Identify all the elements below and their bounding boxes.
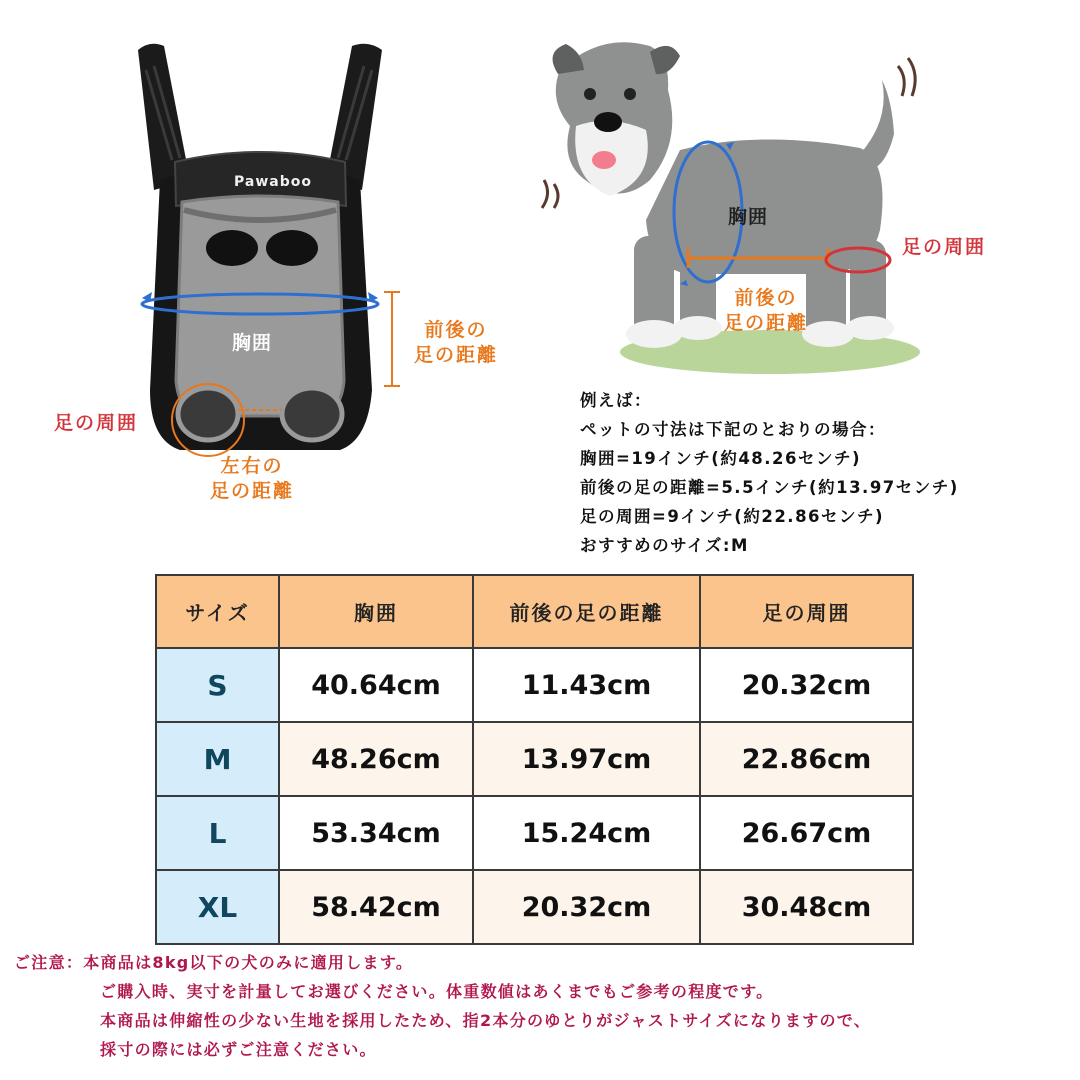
brand-logo: Pawaboo <box>234 174 312 190</box>
pet-carrier-illustration <box>54 30 520 520</box>
table-row <box>156 648 913 722</box>
chest-cell: 58.42cm <box>279 870 473 944</box>
carrier-chest-label: 胸囲 <box>232 332 273 354</box>
chest-cell: 40.64cm <box>279 648 473 722</box>
example-line: 前後の足の距離=5.5インチ(約13.97センチ) <box>580 478 959 497</box>
note-line: ご購入時、実寸を計量してお選びください。体重数値はあくまでもご参考の程度です。 <box>100 982 774 1001</box>
dog-illustration <box>530 30 1050 390</box>
carrier-front-back-label: 前後の 足の距離 <box>413 319 498 366</box>
dog-chest-label: 胸囲 <box>728 206 769 228</box>
table-header-row <box>156 575 913 648</box>
front-back-cell: 15.24cm <box>473 796 700 870</box>
header-size: サイズ <box>156 575 279 648</box>
note-line: 本商品は伸縮性の少ない生地を採用したため、指2本分のゆとりがジャストサイズになりますので、 <box>100 1011 872 1030</box>
pet-carrier-image <box>120 30 520 520</box>
size-cell: S <box>156 648 279 722</box>
table-row <box>156 870 913 944</box>
leg-circumference-cell: 30.48cm <box>700 870 913 944</box>
front-back-cell: 13.97cm <box>473 722 700 796</box>
caution-notes <box>14 948 1074 1064</box>
note-line: 採寸の際には必ずご注意ください。 <box>100 1040 377 1059</box>
sizing-example <box>580 386 1060 560</box>
header-chest: 胸囲 <box>279 575 473 648</box>
dog-measurement-image <box>530 30 1050 390</box>
size-cell: L <box>156 796 279 870</box>
note-line: ご注意：本商品は8kg以下の犬のみに適用します。 <box>14 953 414 972</box>
leg-circumference-cell: 22.86cm <box>700 722 913 796</box>
chest-cell: 48.26cm <box>279 722 473 796</box>
example-line: 足の周囲=9インチ(約22.86センチ) <box>580 507 885 526</box>
leg-circumference-cell: 26.67cm <box>700 796 913 870</box>
table-row <box>156 796 913 870</box>
size-cell: XL <box>156 870 279 944</box>
header-front-back: 前後の足の距離 <box>473 575 700 648</box>
chest-cell: 53.34cm <box>279 796 473 870</box>
carrier-left-right-label: 左右の 足の距離 <box>209 455 294 502</box>
carrier-leg-circumference-label: 足の周囲 <box>54 412 139 434</box>
front-back-cell: 11.43cm <box>473 648 700 722</box>
table-row <box>156 722 913 796</box>
size-cell: M <box>156 722 279 796</box>
dog-front-back-label: 前後の 足の距離 <box>723 287 808 334</box>
example-line: ペットの寸法は下記のとおりの場合： <box>580 420 886 439</box>
example-line: 例えば： <box>580 391 652 410</box>
header-leg-circumference: 足の周囲 <box>700 575 913 648</box>
example-line: 胸囲=19インチ(約48.26センチ) <box>580 449 862 468</box>
front-back-cell: 20.32cm <box>473 870 700 944</box>
leg-circumference-cell: 20.32cm <box>700 648 913 722</box>
dog-leg-circumference-label: 足の周囲 <box>902 236 987 258</box>
size-chart-table <box>155 574 914 945</box>
example-line: おすすめのサイズ:M <box>580 536 749 555</box>
